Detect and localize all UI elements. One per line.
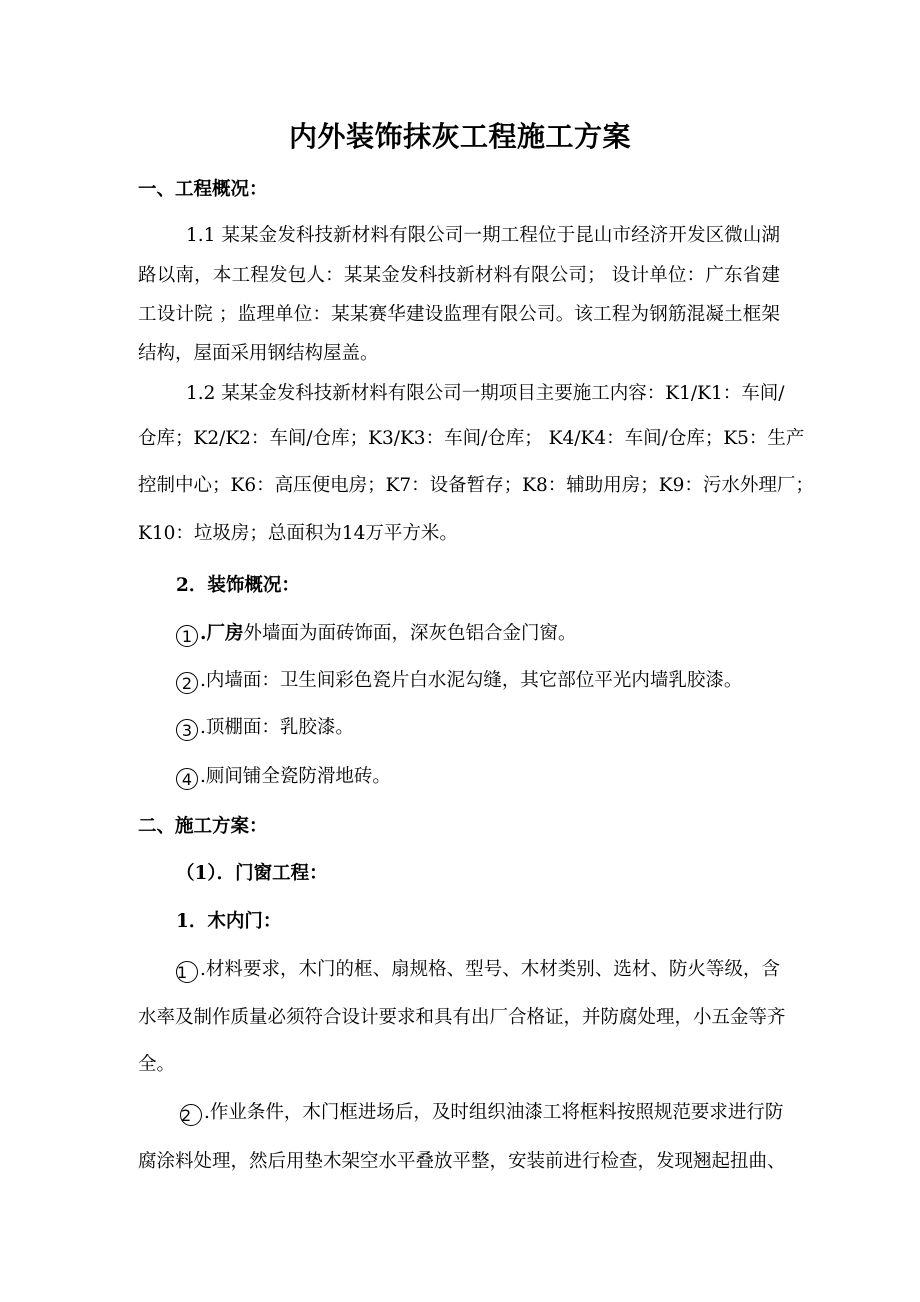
paragraph-1-1-line-3: 工设计院 ；监理单位：某某赛华建设监理有限公司。该工程为钢筋混凝土框架	[138, 304, 780, 325]
wood-item-1-line-1	[176, 958, 780, 983]
decor-item-4	[176, 765, 391, 790]
circled-number: 2	[176, 672, 198, 694]
wood-item-1-text-1: .材料要求，木门的框、扇规格、型号、木材类别、选材、防火等级，含	[200, 959, 780, 980]
section-heading-decor: 2．装饰概况：	[176, 575, 300, 596]
wood-item-1-line-2: 水率及制作质量必须符合设计要求和具有出厂合格证，并防腐处理，小五金等齐	[138, 1007, 786, 1028]
section-heading-plan: 二、施工方案：	[138, 816, 268, 837]
paragraph-1-1-line-4: 结构，屋面采用钢结构屋盖。	[138, 343, 379, 364]
circled-number: 3	[176, 719, 198, 741]
subheading-wood-door: 1．木内门：	[176, 911, 282, 932]
decor-item-2-text: .内墙面：卫生间彩色瓷片白水泥勾缝，其它部位平光内墙乳胶漆。	[200, 670, 743, 691]
paragraph-1-1-line-1: 1.1 某某金发科技新材料有限公司一期工程位于昆山市经济开发区微山湖	[186, 225, 780, 246]
paragraph-1-2-line-2: 仓库；K2/K2：车间/仓库；K3/K3：车间/仓库； K4/K4：车间/仓库；K5：生产	[138, 428, 805, 449]
wood-item-2-line-1	[180, 1101, 784, 1126]
decor-item-4-text: .厕间铺全瓷防滑地砖。	[200, 766, 391, 787]
decor-item-3-text: .顶棚面：乳胶漆。	[200, 717, 354, 738]
decor-item-3	[176, 716, 354, 741]
wood-item-1-line-3: 全。	[138, 1054, 176, 1075]
wood-item-2-text-1: .作业条件，木门框进场后，及时组织油漆工将框料按照规范要求进行防	[204, 1102, 784, 1123]
circled-number: 1	[176, 961, 198, 983]
paragraph-1-2-line-3: 控制中心；K6：高压便电房；K7：设备暂存；K8：辅助用房；K9：污水外理厂；	[138, 475, 814, 496]
circled-number: 2	[180, 1104, 202, 1126]
section-heading-overview: 一、工程概况：	[138, 179, 268, 200]
decor-item-1-text: 外墙面为面砖饰面，深灰色铝合金门窗。	[243, 623, 577, 644]
paragraph-1-2-line-4: K10：垃圾房；总面积为14万平方米。	[138, 523, 458, 544]
circled-number: 4	[176, 768, 198, 790]
subheading-doors-windows: （1）．门窗工程：	[176, 863, 328, 884]
wood-item-2-line-2: 腐涂料处理，然后用垫木架空水平叠放平整，安装前进行检查，发现翘起扭曲、	[138, 1151, 786, 1172]
decor-item-1	[176, 622, 576, 647]
paragraph-1-2-line-1: 1.2 某某金发科技新材料有限公司一期项目主要施工内容：K1/K1：车间/	[186, 383, 785, 404]
decor-item-2	[176, 669, 742, 694]
decor-item-1-prefix: .厂房	[200, 623, 244, 644]
paragraph-1-1-line-2: 路以南，本工程发包人：某某金发科技新材料有限公司； 设计单位：广东省建	[138, 265, 780, 286]
page-title: 内外装饰抹灰工程施工方案	[288, 120, 631, 153]
circled-number: 1	[176, 625, 198, 647]
